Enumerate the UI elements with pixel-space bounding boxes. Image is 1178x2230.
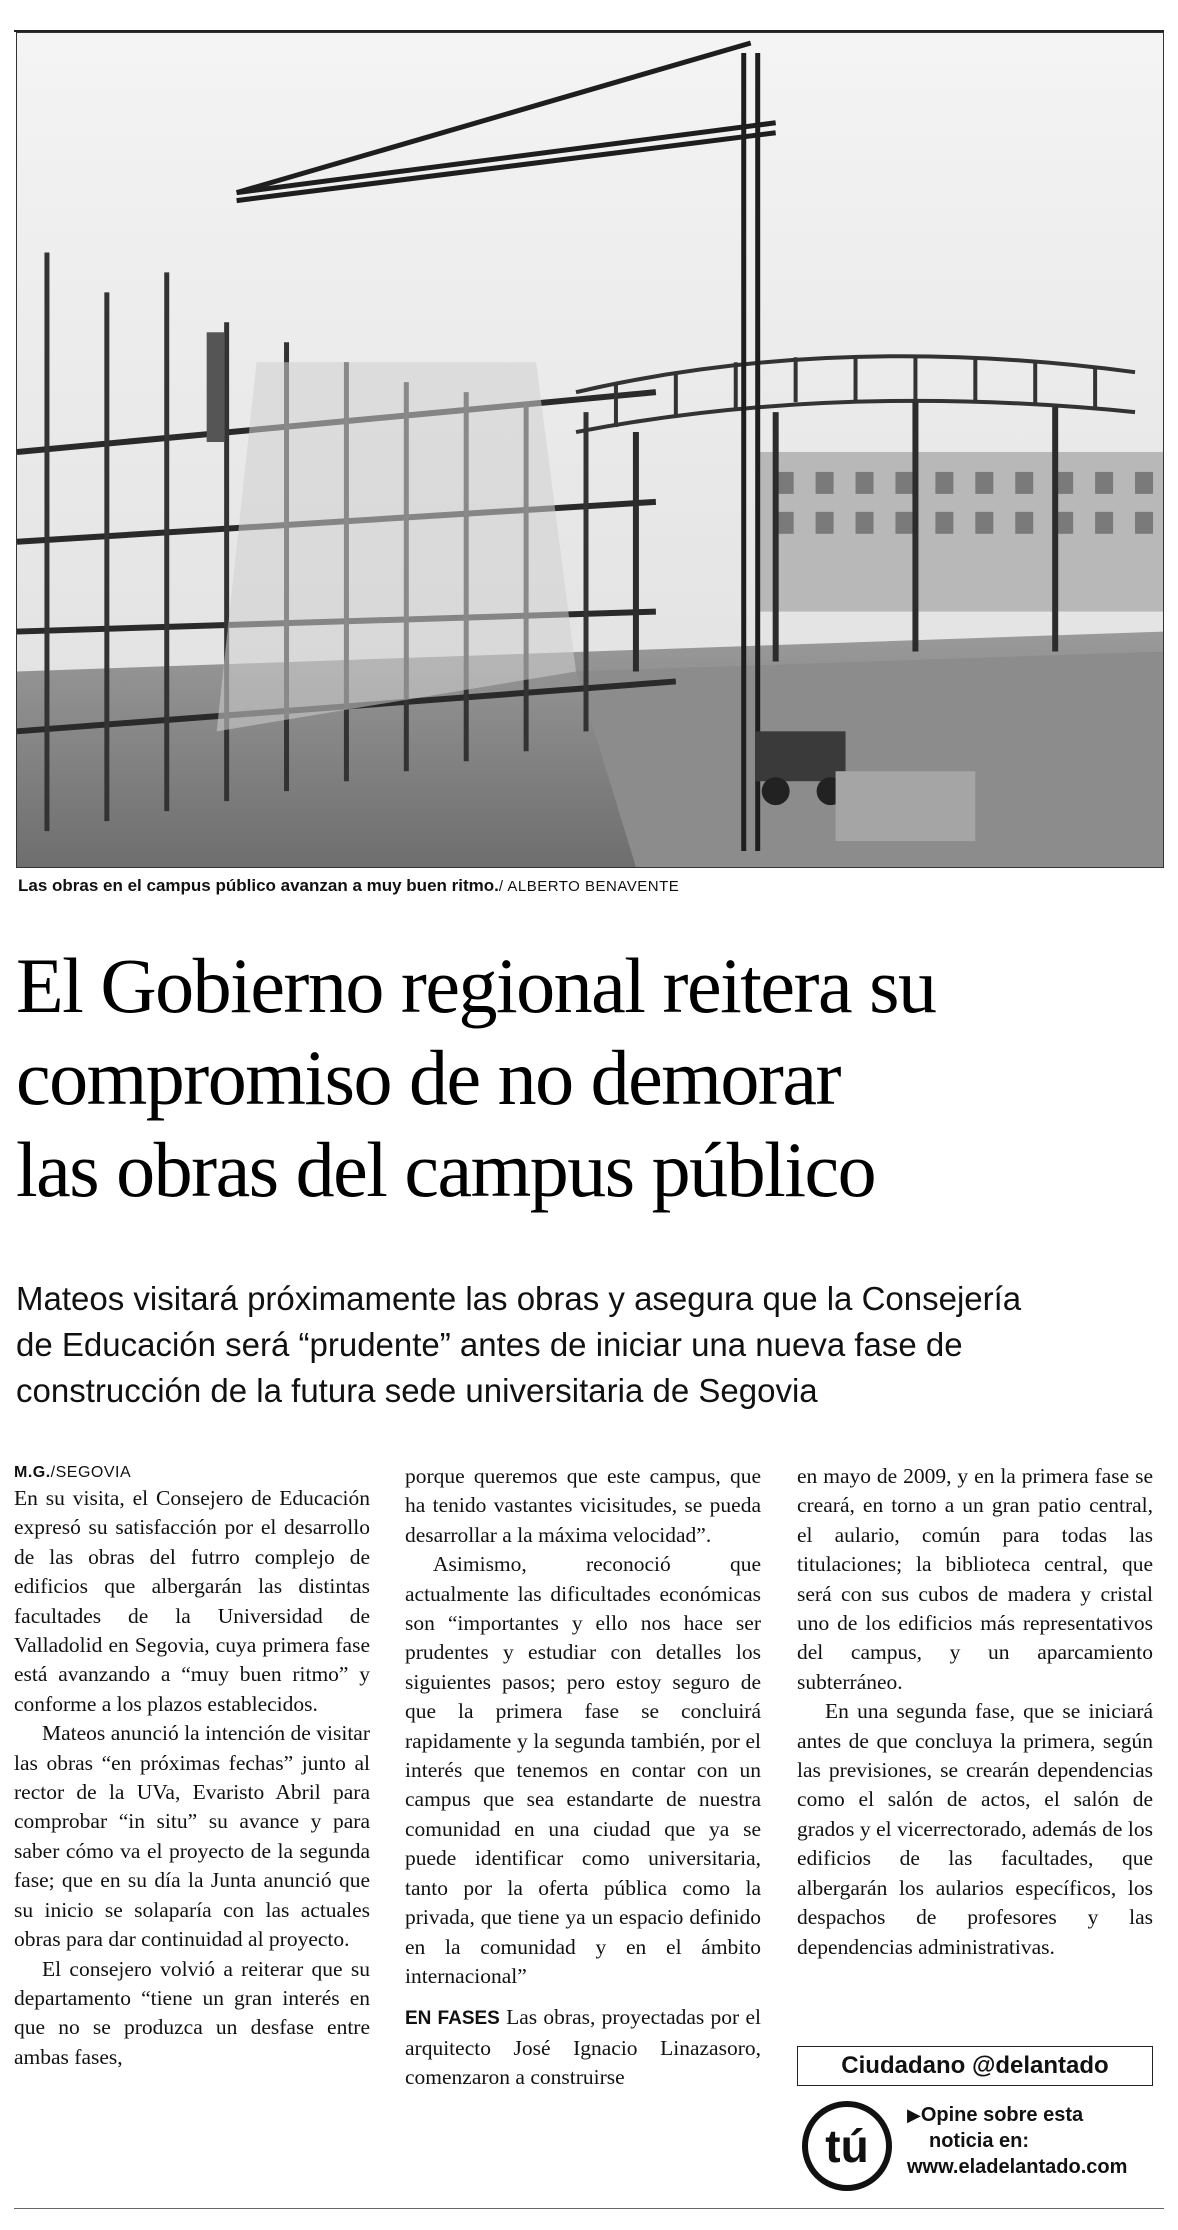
reader-comment-promo	[797, 2046, 1153, 2196]
arrow-right-icon: ▶	[907, 2105, 921, 2125]
paragraph: Mateos anunció la intención de visitar las obras “en próximas fechas” junto al rector de la UVa, Evaristo Abril para comprobar “in situ” su avance y para saber cómo va el proyecto de la segunda fase; que en su día la Junta anunció que su inicio se solaparía con las actuales obras para dar continuidad al proyecto.	[14, 1721, 370, 1952]
photo-caption-text: Las obras en el campus público avanzan a muy buen ritmo.	[18, 876, 499, 895]
article-column-2	[405, 1462, 761, 2093]
headline-line-1: El Gobierno regional reitera su	[16, 942, 936, 1029]
paragraph: en mayo de 2009, y en la primera fase se creará, en torno a un gran patio central, el aulario, común para todas las titulaciones; la biblioteca central, que será con sus cubos de madera y cristal uno de los edificios más representativos del campus, y un aparcamiento subterráneo.	[797, 1464, 1153, 1694]
promo-title: Ciudadano @delantado	[797, 2046, 1153, 2086]
subheadline-line-3: construcción de la futura sede universitaria de Segovia	[16, 1372, 818, 1409]
photo-credit: / ALBERTO BENAVENTE	[498, 878, 680, 895]
subheadline-line-1: Mateos visitará próximamente las obras y asegura que la Consejería	[16, 1280, 1022, 1317]
subheadline-line-2: de Educación será “prudente” antes de iniciar una nueva fase de	[16, 1326, 963, 1363]
headline	[16, 940, 1166, 1216]
photo-caption	[18, 876, 1158, 896]
construction-photo	[16, 32, 1164, 868]
construction-site-illustration	[17, 33, 1163, 867]
paragraph: En su visita, el Consejero de Educación expresó su satisfacción por el desarrollo de las obras del futrro complejo de edificios que albergarán las distintas facultades de la Universidad de Valladolid en Segovia, cuya primera fase está avanzando a “muy buen ritmo” y conforme a los plazos establecidos.	[14, 1486, 370, 1716]
promo-text	[907, 2102, 1155, 2180]
promo-url-link[interactable]: www.eladelantado.com	[907, 2156, 1128, 2178]
subheadline	[16, 1276, 1166, 1414]
headline-line-2: compromiso de no demorar	[16, 1034, 840, 1121]
byline-place: /SEGOVIA	[50, 1464, 132, 1481]
paragraph: porque queremos que este campus, que ha tenido vastantes vicisitudes, se pueda desarrollar a la máxima velocidad”.	[405, 1464, 761, 1547]
byline-author: M.G.	[14, 1464, 51, 1481]
byline	[14, 1462, 370, 1484]
article-column-1	[14, 1462, 370, 2072]
section-heading: EN FASES	[405, 2008, 500, 2030]
section-paragraph	[405, 2003, 761, 2092]
headline-line-3: las obras del campus público	[16, 1126, 876, 1213]
paragraph: El consejero volvió a reiterar que su departamento “tiene un gran interés en que no se produzca un desfase entre ambas fases,	[14, 1956, 370, 2069]
article-column-3	[797, 1462, 1153, 1962]
promo-line-1: Opine sobre esta	[920, 2104, 1084, 2126]
bottom-rule	[14, 2208, 1164, 2209]
section-text: Las obras, proyectadas por el arquitecto José Ignacio Linazasoro, comenzaron a construirse	[405, 2005, 761, 2090]
tu-logo-text: tú	[825, 2120, 869, 2172]
promo-line-2: noticia en:	[929, 2130, 1030, 2152]
paragraph: Asimismo, reconoció que actualmente las dificultades económicas son “importantes y ello nos hace ser prudentes y estudiar con detalles los siguientes pasos; pero estoy seguro de que la primera fase se concluirá rapidamente y la segunda también, por el interés que tenemos en contar con un campus que sea estandarte de nuestra comunidad en una ciudad que ya se puede identificar como universitaria, tanto por la oferta pública como la privada, que tiene ya un espacio definido en la comunidad y en el ámbito internacional”	[405, 1552, 761, 1988]
tu-logo-icon	[799, 2096, 895, 2192]
paragraph: En una segunda fase, que se iniciará antes de que concluya la primera, según las previsiones, se crearán dependencias como el salón de actos, el salón de grados y el vicerrectorado, además de los edificios de las facultades, que albergarán los aularios específicos, los despachos de profesores y las dependencias administrativas.	[797, 1699, 1153, 1959]
